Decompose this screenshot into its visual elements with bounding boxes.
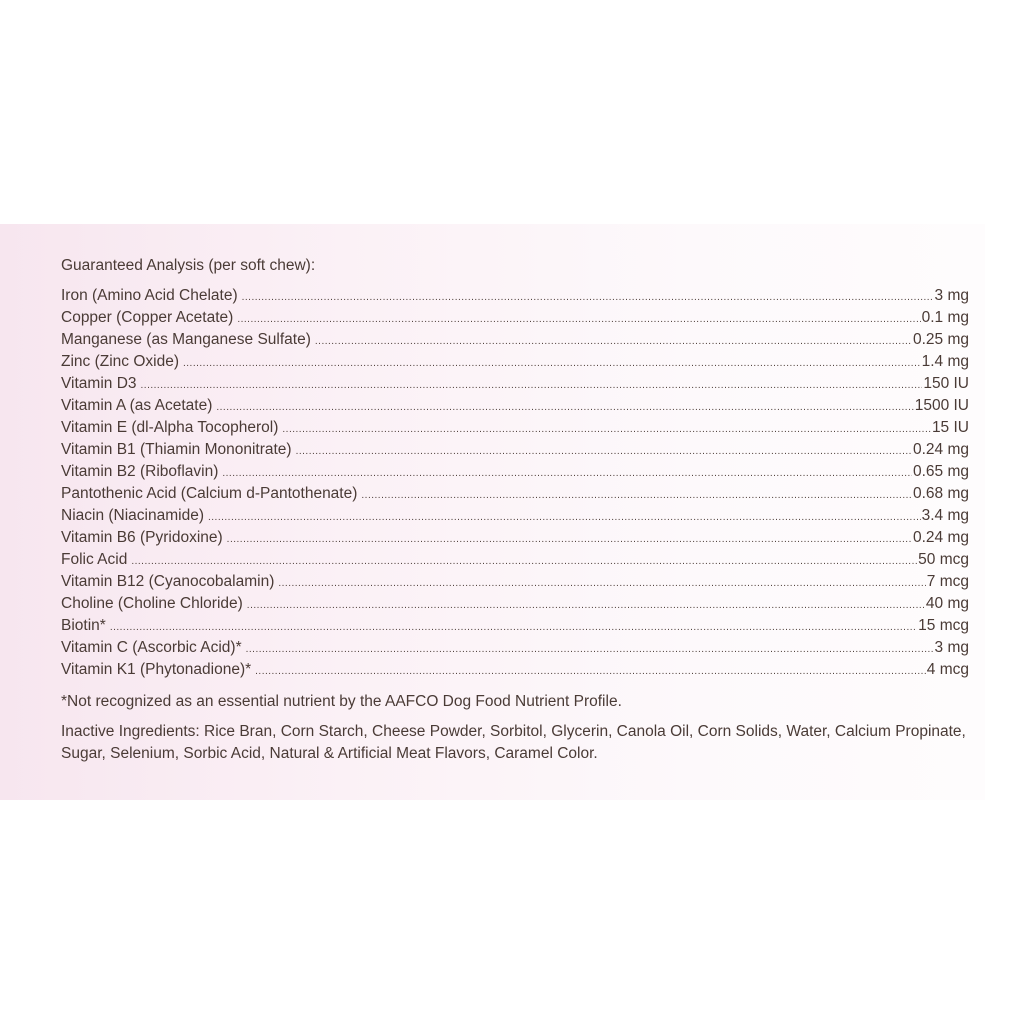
dot-leader [208,507,921,529]
dot-leader [183,353,921,375]
dot-leader [282,419,931,441]
dot-leader [141,375,923,397]
nutrient-name: Vitamin E (dl-Alpha Tocopherol) [61,419,279,436]
nutrient-row [61,505,969,527]
nutrient-amount: 0.24 mg [912,529,969,546]
nutrient-row [61,307,969,329]
nutrient-name: Manganese (as Manganese Sulfate) [61,331,311,348]
nutrient-name: Vitamin D3 [61,375,137,392]
dot-leader [242,287,934,309]
nutrient-amount: 50 mcg [918,551,969,568]
nutrient-name: Vitamin B1 (Thiamin Mononitrate) [61,441,292,458]
nutrient-row [61,593,969,615]
dot-leader [222,463,912,485]
nutrient-amount: 0.68 mg [912,485,969,502]
nutrient-amount: 0.25 mg [912,331,969,348]
dot-leader [247,595,925,617]
nutrient-name: Folic Acid [61,551,128,568]
nutrient-amount: 3 mg [934,287,969,304]
nutrient-amount: 0.1 mg [921,309,969,326]
dot-leader [237,309,920,331]
nutrient-name: Vitamin A (as Acetate) [61,397,213,414]
dot-leader [315,331,912,353]
nutrient-name: Vitamin B6 (Pyridoxine) [61,529,223,546]
nutrient-row [61,329,969,351]
nutrition-label [61,255,969,765]
guaranteed-analysis-heading: Guaranteed Analysis (per soft chew): [61,257,316,274]
nutrient-amount: 0.24 mg [912,441,969,458]
nutrient-amount: 3.4 mg [921,507,969,524]
nutrient-amount: 15 IU [931,419,969,436]
nutrient-name: Vitamin K1 (Phytonadione)* [61,661,252,678]
dot-leader [296,441,912,463]
nutrient-row [61,417,969,439]
nutrient-amount: 15 mcg [918,617,969,634]
nutrient-name: Biotin* [61,617,106,634]
nutrient-amount: 3 mg [934,639,969,656]
nutrient-name: Copper (Copper Acetate) [61,309,234,326]
nutrient-name: Niacin (Niacinamide) [61,507,204,524]
nutrient-name: Zinc (Zinc Oxide) [61,353,179,370]
nutrient-row [61,615,969,637]
dot-leader [110,617,917,639]
nutrient-row [61,395,969,417]
dot-leader [278,573,925,595]
nutrient-row [61,637,969,659]
nutrient-name: Choline (Choline Chloride) [61,595,243,612]
nutrient-row [61,373,969,395]
nutrient-row [61,439,969,461]
nutrient-amount: 1500 IU [914,397,969,414]
nutrient-row [61,351,969,373]
dot-leader [131,551,917,573]
nutrient-row [61,285,969,307]
dot-leader [255,661,926,683]
nutrient-row [61,571,969,593]
dot-leader [246,639,934,661]
nutrient-row [61,659,969,681]
nutrient-amount: 4 mcg [926,661,969,678]
aafco-footnote: *Not recognized as an essential nutrient by the AAFCO Dog Food Nutrient Profile. [61,693,622,710]
nutrient-list [61,285,969,681]
nutrient-amount: 7 mcg [926,573,969,590]
dot-leader [216,397,913,419]
nutrient-row [61,483,969,505]
dot-leader [361,485,912,507]
nutrient-name: Pantothenic Acid (Calcium d-Pantothenate) [61,485,358,502]
dot-leader [227,529,912,551]
nutrient-amount: 0.65 mg [912,463,969,480]
nutrient-name: Vitamin B12 (Cyanocobalamin) [61,573,275,590]
nutrient-amount: 150 IU [923,375,969,392]
nutrient-row [61,461,969,483]
nutrient-name: Iron (Amino Acid Chelate) [61,287,238,304]
nutrient-row [61,549,969,571]
nutrient-amount: 40 mg [925,595,969,612]
nutrient-amount: 1.4 mg [921,353,969,370]
nutrient-row [61,527,969,549]
inactive-ingredients: Inactive Ingredients: Rice Bran, Corn Starch, Cheese Powder, Sorbitol, Glycerin, Canola Oil, Corn Solids, Water, Calcium Propinate, Sugar, Selenium, Sorbic Acid, Natural & Artificial Meat Flavors, Caramel Color. [61,723,966,762]
nutrient-name: Vitamin C (Ascorbic Acid)* [61,639,242,656]
nutrient-name: Vitamin B2 (Riboflavin) [61,463,219,480]
